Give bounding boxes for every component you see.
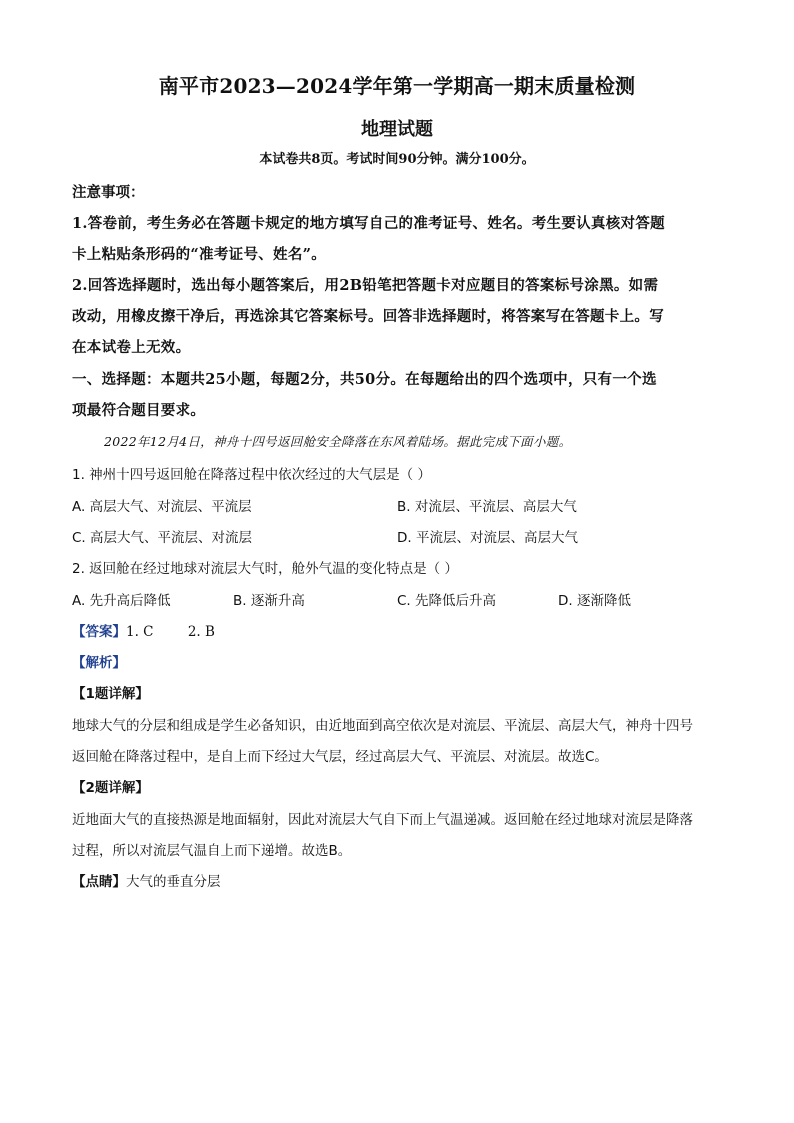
question-1-option-d: D. 平流层、对流层、高层大气 [397, 530, 578, 546]
analysis-heading [72, 651, 732, 671]
analysis-tag: 【解析】 [72, 655, 126, 671]
detail-2-line-1: 近地面大气的直接热源是地面辐射，因此对流层大气自下而上气温递减。返回舱在经过地球对流层是降落 [72, 812, 693, 828]
key-point-tag: 【点睛】 [72, 874, 126, 890]
subject-title: 地理试题 [361, 119, 433, 140]
answer-text: 1. C 2. B [126, 624, 215, 640]
question-context: 2022年12月4日，神舟十四号返回舱安全降落在东风着陆场。据此完成下面小题。 [104, 434, 572, 449]
question-1-option-c: C. 高层大气、平流层、对流层 [72, 530, 253, 546]
question-2-stem: 2. 返回舱在经过地球对流层大气时，舱外气温的变化特点是（ ） [72, 561, 458, 577]
note-1-line-2: 卡上粘贴条形码的“准考证号、姓名”。 [72, 246, 327, 263]
exam-title: 南平市2023—2024学年第一学期高一期末质量检测 [158, 74, 636, 98]
section-1-line-2: 项最符合题目要求。 [72, 402, 206, 419]
detail-1-tag: 【1题详解】 [72, 686, 149, 702]
answer-tag: 【答案】 [72, 624, 126, 640]
section-1-line-1: 一、选择题：本题共25小题，每题2分，共50分。在每题给出的四个选项中，只有一个选 [72, 371, 657, 388]
question-1-stem: 1. 神州十四号返回舱在降落过程中依次经过的大气层是（ ） [72, 467, 431, 483]
detail-2-line-2: 过程，所以对流层气温自上而下递增。故选B。 [72, 843, 352, 859]
note-2-line-3: 在本试卷上无效。 [72, 339, 191, 356]
note-1-line-1: 1.答卷前，考生务必在答题卡规定的地方填写自己的准考证号、姓名。考生要认真核对答题 [72, 215, 665, 232]
exam-info: 本试卷共8页。考试时间90分钟。满分100分。 [259, 152, 535, 167]
note-2-line-2: 改动，用橡皮擦干净后，再选涂其它答案标号。回答非选择题时，将答案写在答题卡上。写 [72, 308, 664, 325]
answer-line [72, 620, 732, 640]
key-point-text: 大气的垂直分层 [126, 874, 221, 890]
detail-1-line-1: 地球大气的分层和组成是学生必备知识，由近地面到高空依次是对流层、平流层、高层大气，神舟十四号 [72, 718, 693, 734]
detail-1-line-2: 返回舱在降落过程中，是自上而下经过大气层，经过高层大气、平流层、对流层。故选C。 [72, 749, 608, 765]
question-2-option-d: D. 逐渐降低 [558, 593, 631, 609]
question-2-option-c: C. 先降低后升高 [397, 593, 497, 609]
detail-2-tag: 【2题详解】 [72, 780, 149, 796]
notes-heading: 注意事项： [72, 184, 145, 201]
key-point-line [72, 870, 732, 890]
question-1-option-a: A. 高层大气、对流层、平流层 [72, 499, 252, 515]
note-2-line-1: 2.回答选择题时，选出每小题答案后，用2B铅笔把答题卡对应题目的答案标号涂黑。如需 [72, 277, 659, 294]
question-2-option-a: A. 先升高后降低 [72, 593, 171, 609]
question-2-option-b: B. 逐渐升高 [233, 593, 305, 609]
question-1-option-b: B. 对流层、平流层、高层大气 [397, 499, 577, 515]
